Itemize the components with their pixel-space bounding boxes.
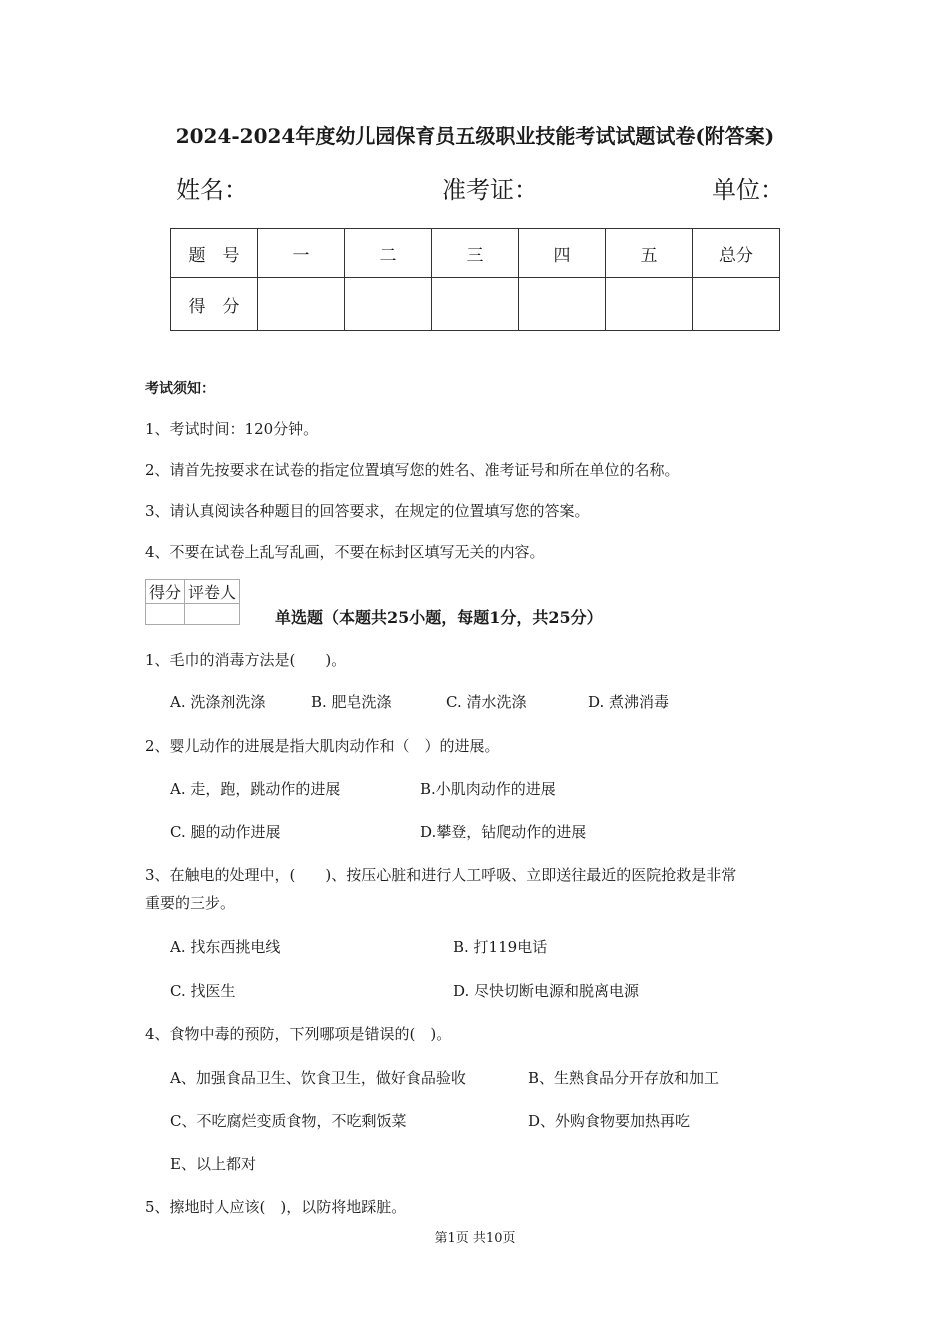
grader-score-label: 得分	[146, 580, 185, 604]
score-input-cell[interactable]	[432, 278, 519, 331]
page-footer: 第1页 共10页	[434, 1231, 516, 1246]
notice-heading: 考试须知：	[145, 381, 215, 397]
score-cell: 二	[345, 229, 432, 278]
score-input-cell[interactable]	[519, 278, 606, 331]
question-stem: 4、食物中毒的预防，下列哪项是错误的( )。	[145, 1025, 452, 1043]
question-stem: 1、毛巾的消毒方法是( )。	[145, 651, 347, 669]
grader-box	[145, 579, 240, 625]
ticket-label: 准考证：	[442, 176, 538, 204]
name-label: 姓名：	[176, 176, 248, 204]
question-stem: 3、在触电的处理中，( )、按压心脏和进行人工呼吸、立即送往最近的医院抢救是非常	[145, 866, 737, 884]
option: B. 肥皂洗涤	[311, 693, 392, 711]
grader-reviewer-label: 评卷人	[185, 580, 240, 604]
option: D、外购食物要加热再吃	[528, 1112, 691, 1130]
section-title: 单选题（本题共25小题，每题1分，共25分）	[275, 608, 603, 627]
option: A. 找东西挑电线	[170, 938, 281, 956]
option: A. 洗涤剂洗涤	[170, 693, 266, 711]
option: C. 腿的动作进展	[170, 823, 281, 841]
grader-reviewer-cell[interactable]	[185, 604, 240, 625]
notice-item: 1、考试时间：120分钟。	[145, 420, 319, 438]
option: C. 找医生	[170, 982, 236, 1000]
page-title: 2024-2024年度幼儿园保育员五级职业技能考试试题试卷(附答案)	[175, 124, 775, 148]
score-cell: 题 号	[171, 229, 258, 278]
option: B. 打119电话	[453, 938, 548, 956]
option: A、加强食品卫生、饮食卫生，做好食品验收	[170, 1069, 466, 1087]
notice-item: 3、请认真阅读各种题目的回答要求，在规定的位置填写您的答案。	[145, 502, 590, 520]
score-cell: 四	[519, 229, 606, 278]
score-input-cell[interactable]	[345, 278, 432, 331]
score-table-header-row	[171, 229, 780, 278]
option: B、生熟食品分开存放和加工	[528, 1069, 720, 1087]
notice-item: 2、请首先按要求在试卷的指定位置填写您的姓名、准考证号和所在单位的名称。	[145, 461, 680, 479]
unit-label: 单位：	[712, 176, 784, 204]
score-cell: 得 分	[171, 278, 258, 331]
score-input-cell[interactable]	[606, 278, 693, 331]
option: A. 走，跑，跳动作的进展	[170, 780, 341, 798]
option: E、以上都对	[170, 1155, 256, 1173]
option: D. 尽快切断电源和脱离电源	[453, 982, 640, 1000]
option: B.小肌肉动作的进展	[420, 780, 556, 798]
notice-item: 4、不要在试卷上乱写乱画，不要在标封区填写无关的内容。	[145, 543, 545, 561]
score-cell: 五	[606, 229, 693, 278]
score-table-score-row	[171, 278, 780, 331]
question-stem: 2、婴儿动作的进展是指大肌肉动作和（ ）的进展。	[145, 737, 500, 755]
score-table	[170, 228, 780, 331]
score-cell: 一	[258, 229, 345, 278]
option: D.攀登，钻爬动作的进展	[420, 823, 587, 841]
question-stem-cont: 重要的三步。	[145, 894, 236, 912]
score-cell: 总分	[693, 229, 780, 278]
grader-score-cell[interactable]	[146, 604, 185, 625]
question-stem: 5、擦地时人应该( )，以防将地踩脏。	[145, 1198, 407, 1216]
score-input-cell[interactable]	[693, 278, 780, 331]
option: C、不吃腐烂变质食物，不吃剩饭菜	[170, 1112, 407, 1130]
option: D. 煮沸消毒	[588, 693, 670, 711]
score-cell: 三	[432, 229, 519, 278]
option: C. 清水洗涤	[446, 693, 527, 711]
score-input-cell[interactable]	[258, 278, 345, 331]
